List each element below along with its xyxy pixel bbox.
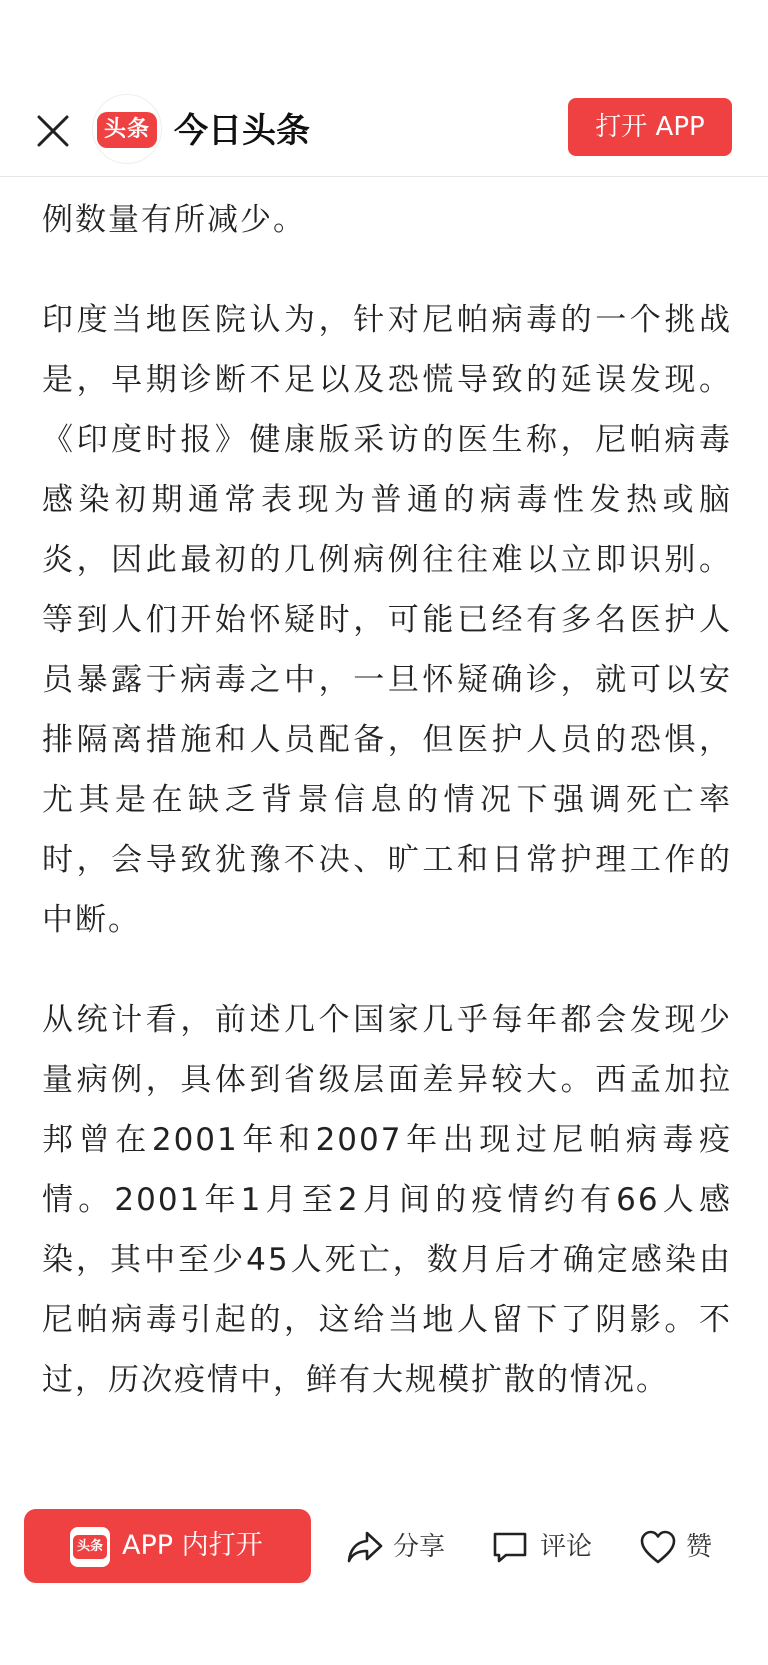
article-paragraph: 从统计看，前述几个国家几乎每年都会发现少量病例，具体到省级层面差异较大。西孟加拉邦曾在2001年和2007年出现过尼帕病毒疫情。2001年1月至2月间的疫情约有66人感染，其中至少45人死亡，数月后才确定感染由尼帕病毒引起的，这给当地人留下了阴影。不过，历次疫情中，鲜有大规模扩散的情况。: [42, 1002, 732, 1398]
share-label: 分享: [393, 1532, 446, 1562]
bottom-action-bar: [0, 1500, 768, 1600]
open-app-button[interactable]: 打开 APP: [568, 98, 732, 156]
app-logo-small: [70, 1527, 110, 1567]
comment-button[interactable]: [490, 1522, 600, 1572]
comment-label: 评论: [540, 1532, 593, 1562]
brand-name: 今日头条: [174, 111, 310, 151]
article-paragraph: 例数量有所减少。: [42, 202, 306, 238]
open-in-app-button[interactable]: [24, 1509, 311, 1583]
open-in-app-label: APP 内打开: [122, 1530, 263, 1561]
article-body: [42, 190, 732, 1410]
like-label: 赞: [686, 1532, 713, 1562]
top-header: [0, 88, 768, 177]
close-icon: [30, 108, 76, 154]
app-logo: [92, 94, 162, 164]
comment-icon: [490, 1527, 530, 1567]
share-icon: [345, 1527, 385, 1567]
app-logo-text: 头条: [97, 112, 157, 148]
article-paragraph: 印度当地医院认为，针对尼帕病毒的一个挑战是，早期诊断不足以及恐慌导致的延误发现。《印度时报》健康版采访的医生称，尼帕病毒感染初期通常表现为普通的病毒性发热或脑炎，因此最初的几例病例往往难以立即识别。等到人们开始怀疑时，可能已经有多名医护人员暴露于病毒之中，一旦怀疑确诊，就可以安排隔离措施和人员配备，但医护人员的恐惧，尤其是在缺乏背景信息的情况下强调死亡率时，会导致犹豫不决、旷工和日常护理工作的中断。: [42, 302, 732, 938]
app-logo-small-text: 头条: [73, 1535, 107, 1559]
heart-icon: [638, 1527, 678, 1567]
share-button[interactable]: [345, 1522, 445, 1572]
close-button[interactable]: [30, 108, 76, 154]
like-button[interactable]: [638, 1522, 728, 1572]
